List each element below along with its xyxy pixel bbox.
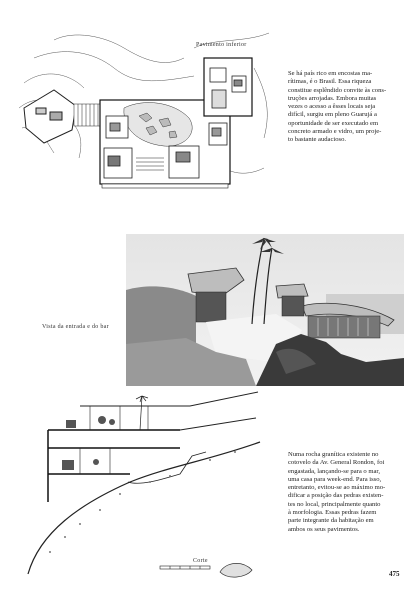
page-number: 475 [389,570,400,578]
text-line: entretanto, evitou-se ao máximo mo- [288,484,386,492]
text-line: Numa rocha granítica existente no [288,451,379,458]
text-line: rítimas, é o Brasil. Essa riqueza [288,78,372,86]
text-line: à morfologia. Essas pedras fazem [288,509,377,517]
photo-caption: Vista da entrada e do bar [42,324,109,330]
text-line: Se há país rico em encostas ma- [288,70,373,77]
text-line: constitue esplêndido convite às cons- [288,86,387,94]
text-line: uma casa para week-end. Para isso, [288,475,382,483]
text-line: difícil, surgiu em pleno Guarujá a [288,111,377,119]
description-paragraph [288,451,402,534]
text-line: cotovelo da Av. General Rondon, foi [288,459,385,467]
text-line: engastada, lançando-se para o mar, [288,467,381,475]
text-line: truções arrojadas. Embora muitas [288,94,377,102]
text-line: ambos os seus pavimentos. [288,525,360,533]
text-line: to bastante audacioso. [288,136,347,144]
text-line: dificar a posição das pedras existen- [288,492,384,500]
entrance-bar-photo [126,234,404,386]
intro-paragraph [288,70,402,145]
text-line: parte integrante da habitação em [288,517,374,525]
floor-plan-drawing [14,28,276,193]
text-line: tes no local, principalmente quanto [288,500,381,508]
text-line: vezes o acesso a êsses locais seja [288,103,376,111]
section-caption: Corte [193,558,208,564]
text-line: oportunidade de ser executado em [288,119,379,127]
floor-plan-caption: Pavimento inferior [196,42,247,48]
section-drawing [20,382,275,582]
text-line: concreto armado e vidro, um proje- [288,128,382,136]
